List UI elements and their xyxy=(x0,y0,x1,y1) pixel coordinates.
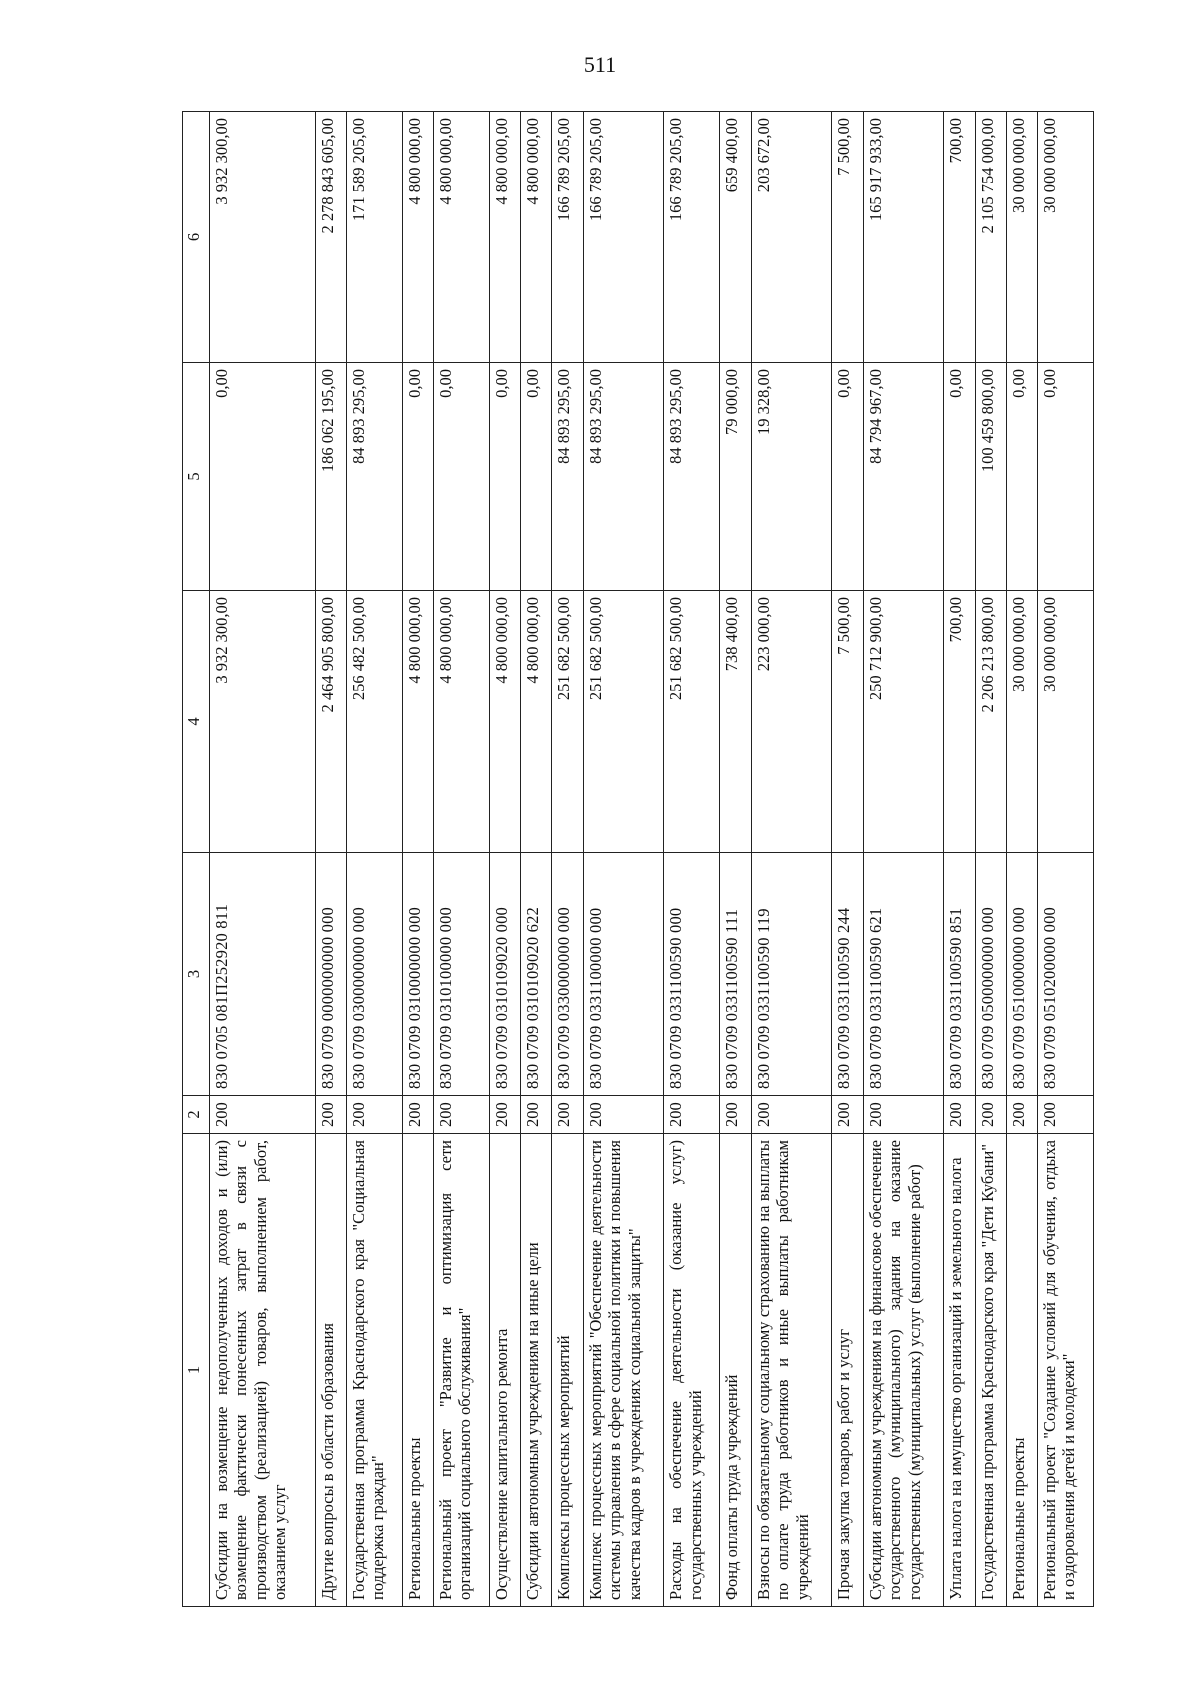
row-classification-code: 830 0709 0331100590 244 xyxy=(832,853,863,1096)
row-amount-col6: 166 789 205,00 xyxy=(664,112,720,363)
row-amount-col6: 4 800 000,00 xyxy=(490,112,521,363)
row-amount-col4: 251 682 500,00 xyxy=(583,591,664,853)
row-amount-col6: 4 800 000,00 xyxy=(434,112,490,363)
table-row xyxy=(315,112,346,1607)
row-name: Субсидии на возмещение недополученных доходов и (или) возмещение фактически понесенных затрат в связи с производством (реализацией) товаров, выполнением работ, оказанием услуг xyxy=(210,1134,316,1607)
row-amount-col5: 0,00 xyxy=(402,363,433,591)
row-amount-col4: 7 500,00 xyxy=(832,591,863,853)
table-row xyxy=(583,112,664,1607)
row-ved: 200 xyxy=(210,1096,316,1134)
row-amount-col4: 3 932 300,00 xyxy=(210,591,316,853)
row-name: Субсидии автономным учреждениям на финансовое обеспечение государственного (муниципального) задания на оказание государственных (муниципальных) услуг (выполнение работ) xyxy=(863,1134,944,1607)
row-amount-col6: 203 672,00 xyxy=(751,112,832,363)
row-amount-col6: 4 800 000,00 xyxy=(521,112,552,363)
row-classification-code: 830 0709 0331100590 851 xyxy=(944,853,975,1096)
row-classification-code: 830 0709 0000000000 000 xyxy=(315,853,346,1096)
row-name: Региональные проекты xyxy=(402,1134,433,1607)
row-amount-col4: 250 712 900,00 xyxy=(863,591,944,853)
row-amount-col6: 7 500,00 xyxy=(832,112,863,363)
column-number: 6 xyxy=(183,112,210,363)
row-ved: 200 xyxy=(346,1096,402,1134)
row-ved: 200 xyxy=(1006,1096,1037,1134)
column-number: 2 xyxy=(183,1096,210,1134)
row-name: Государственная программа Краснодарского края "Социальная поддержка граждан" xyxy=(346,1134,402,1607)
row-ved: 200 xyxy=(490,1096,521,1134)
row-name: Взносы по обязательному социальному страхованию на выплаты по оплате труда работников и иные выплаты работникам учреждений xyxy=(751,1134,832,1607)
row-amount-col6: 30 000 000,00 xyxy=(1037,112,1093,363)
row-classification-code: 830 0709 0331100590 111 xyxy=(720,853,751,1096)
row-amount-col5: 0,00 xyxy=(832,363,863,591)
row-amount-col4: 2 206 213 800,00 xyxy=(975,591,1006,853)
column-number: 3 xyxy=(183,853,210,1096)
table-row xyxy=(402,112,433,1607)
row-ved: 200 xyxy=(975,1096,1006,1134)
row-amount-col4: 251 682 500,00 xyxy=(552,591,583,853)
row-name: Фонд оплаты труда учреждений xyxy=(720,1134,751,1607)
row-amount-col4: 4 800 000,00 xyxy=(490,591,521,853)
column-number: 4 xyxy=(183,591,210,853)
row-name: Комплексы процессных мероприятий xyxy=(552,1134,583,1607)
table-row xyxy=(1006,112,1037,1607)
row-classification-code: 830 0709 0310000000 000 xyxy=(402,853,433,1096)
table-row xyxy=(210,112,316,1607)
row-amount-col6: 30 000 000,00 xyxy=(1006,112,1037,363)
row-ved: 200 xyxy=(521,1096,552,1134)
row-classification-code: 830 0709 0331100590 621 xyxy=(863,853,944,1096)
row-classification-code: 830 0709 0331100590 119 xyxy=(751,853,832,1096)
column-number: 1 xyxy=(183,1134,210,1607)
row-amount-col4: 223 000,00 xyxy=(751,591,832,853)
row-name: Субсидии автономным учреждениям на иные цели xyxy=(521,1134,552,1607)
column-number: 5 xyxy=(183,363,210,591)
row-amount-col6: 700,00 xyxy=(944,112,975,363)
row-ved: 200 xyxy=(402,1096,433,1134)
table-row xyxy=(944,112,975,1607)
table-row xyxy=(664,112,720,1607)
page-number: 511 xyxy=(583,52,617,77)
budget-table xyxy=(182,111,1094,1607)
table-row xyxy=(434,112,490,1607)
row-amount-col5: 100 459 800,00 xyxy=(975,363,1006,591)
row-amount-col6: 2 278 843 605,00 xyxy=(315,112,346,363)
row-classification-code: 830 0705 081П252920 811 xyxy=(210,853,316,1096)
row-classification-code: 830 0709 0510000000 000 xyxy=(1006,853,1037,1096)
row-name: Другие вопросы в области образования xyxy=(315,1134,346,1607)
row-amount-col5: 84 893 295,00 xyxy=(664,363,720,591)
row-amount-col5: 0,00 xyxy=(490,363,521,591)
table-row xyxy=(975,112,1006,1607)
row-amount-col5: 79 000,00 xyxy=(720,363,751,591)
row-ved: 200 xyxy=(315,1096,346,1134)
row-amount-col5: 0,00 xyxy=(434,363,490,591)
row-amount-col5: 0,00 xyxy=(1037,363,1093,591)
row-amount-col5: 0,00 xyxy=(521,363,552,591)
row-amount-col6: 3 932 300,00 xyxy=(210,112,316,363)
table-row xyxy=(552,112,583,1607)
row-name: Региональный проект "Развитие и оптимизация сети организаций социального обслуживания" xyxy=(434,1134,490,1607)
table-row xyxy=(751,112,832,1607)
row-amount-col4: 4 800 000,00 xyxy=(434,591,490,853)
row-ved: 200 xyxy=(583,1096,664,1134)
row-amount-col5: 0,00 xyxy=(944,363,975,591)
table-row xyxy=(1037,112,1093,1607)
row-amount-col6: 166 789 205,00 xyxy=(583,112,664,363)
row-amount-col6: 659 400,00 xyxy=(720,112,751,363)
table-row xyxy=(832,112,863,1607)
row-amount-col6: 2 105 754 000,00 xyxy=(975,112,1006,363)
row-amount-col6: 171 589 205,00 xyxy=(346,112,402,363)
table-row xyxy=(346,112,402,1607)
row-amount-col6: 166 789 205,00 xyxy=(552,112,583,363)
row-name: Прочая закупка товаров, работ и услуг xyxy=(832,1134,863,1607)
row-classification-code: 830 0709 0310109020 622 xyxy=(521,853,552,1096)
row-ved: 200 xyxy=(720,1096,751,1134)
table-row xyxy=(490,112,521,1607)
row-amount-col4: 256 482 500,00 xyxy=(346,591,402,853)
row-classification-code: 830 0709 0330000000 000 xyxy=(552,853,583,1096)
row-amount-col4: 30 000 000,00 xyxy=(1037,591,1093,853)
row-name: Комплекс процессных мероприятий "Обеспечение деятельности системы управления в сфере социальной политики и повышения качества кадров в учреждениях социальной защиты" xyxy=(583,1134,664,1607)
row-amount-col4: 30 000 000,00 xyxy=(1006,591,1037,853)
row-amount-col5: 0,00 xyxy=(1006,363,1037,591)
row-name: Государственная программа Краснодарского края "Дети Кубани" xyxy=(975,1134,1006,1607)
row-classification-code: 830 0709 0310109020 000 xyxy=(490,853,521,1096)
row-amount-col6: 4 800 000,00 xyxy=(402,112,433,363)
row-name: Региональные проекты xyxy=(1006,1134,1037,1607)
row-amount-col5: 84 893 295,00 xyxy=(552,363,583,591)
row-amount-col5: 84 893 295,00 xyxy=(346,363,402,591)
row-ved: 200 xyxy=(1037,1096,1093,1134)
row-name: Расходы на обеспечение деятельности (оказание услуг) государственных учреждений xyxy=(664,1134,720,1607)
row-ved: 200 xyxy=(434,1096,490,1134)
row-amount-col4: 700,00 xyxy=(944,591,975,853)
row-amount-col5: 19 328,00 xyxy=(751,363,832,591)
row-classification-code: 830 0709 0510200000 000 xyxy=(1037,853,1093,1096)
row-amount-col5: 84 794 967,00 xyxy=(863,363,944,591)
row-amount-col5: 0,00 xyxy=(210,363,316,591)
row-ved: 200 xyxy=(751,1096,832,1134)
row-classification-code: 830 0709 0331100590 000 xyxy=(664,853,720,1096)
row-amount-col5: 186 062 195,00 xyxy=(315,363,346,591)
row-amount-col4: 4 800 000,00 xyxy=(521,591,552,853)
row-name: Региональный проект "Создание условий для обучения, отдыха и оздоровления детей и молодежи" xyxy=(1037,1134,1093,1607)
row-amount-col4: 2 464 905 800,00 xyxy=(315,591,346,853)
row-ved: 200 xyxy=(552,1096,583,1134)
row-amount-col4: 251 682 500,00 xyxy=(664,591,720,853)
row-name: Осуществление капитального ремонта xyxy=(490,1134,521,1607)
row-classification-code: 830 0709 0300000000 000 xyxy=(346,853,402,1096)
row-ved: 200 xyxy=(944,1096,975,1134)
table-row xyxy=(720,112,751,1607)
table-row xyxy=(863,112,944,1607)
row-amount-col6: 165 917 933,00 xyxy=(863,112,944,363)
rotated-table-wrapper xyxy=(182,112,1094,1607)
row-ved: 200 xyxy=(863,1096,944,1134)
row-ved: 200 xyxy=(832,1096,863,1134)
column-number-row xyxy=(183,112,210,1607)
row-amount-col4: 738 400,00 xyxy=(720,591,751,853)
row-classification-code: 830 0709 0331100000 000 xyxy=(583,853,664,1096)
row-classification-code: 830 0709 0310100000 000 xyxy=(434,853,490,1096)
row-amount-col5: 84 893 295,00 xyxy=(583,363,664,591)
row-name: Уплата налога на имущество организаций и земельного налога xyxy=(944,1134,975,1607)
row-amount-col4: 4 800 000,00 xyxy=(402,591,433,853)
row-classification-code: 830 0709 0500000000 000 xyxy=(975,853,1006,1096)
row-ved: 200 xyxy=(664,1096,720,1134)
table-row xyxy=(521,112,552,1607)
